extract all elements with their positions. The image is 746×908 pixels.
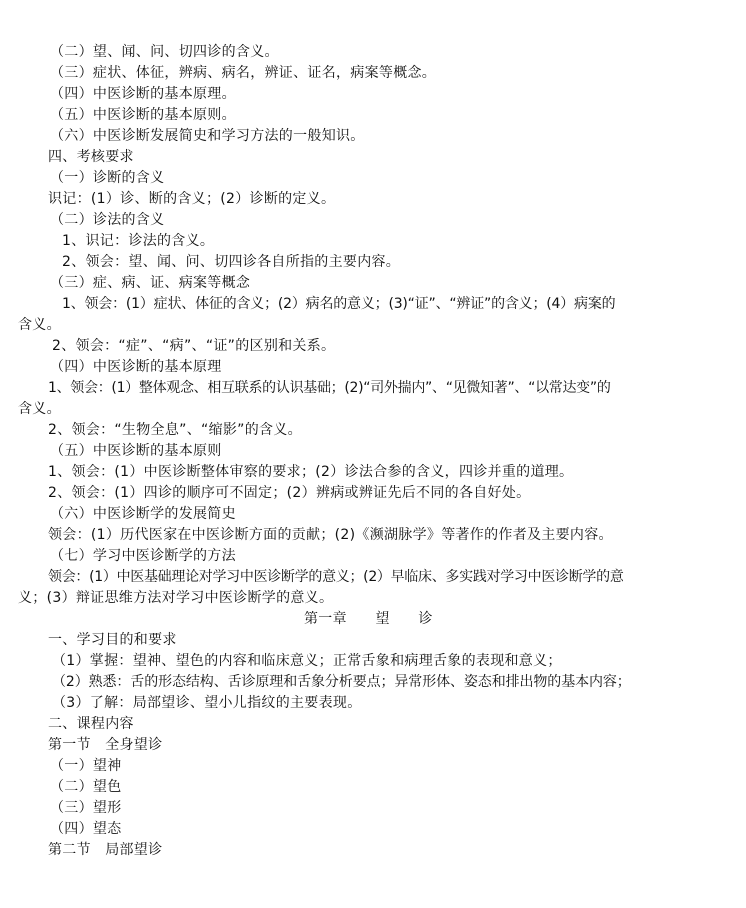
text-line: （一）诊断的含义 <box>50 170 165 186</box>
text-line: 领会：(1）中医基础理论对学习中医诊断学的意义；(2）早临床、多实践对学习中医诊断学的意 <box>48 569 624 585</box>
section-heading: 二、课程内容 <box>48 716 134 732</box>
text-line: 2、领会：望、闻、问、切四诊各自所指的主要内容。 <box>62 254 401 270</box>
text-line: 1、领会：(1）中医诊断整体审察的要求；(2）诊法合参的含义，四诊并重的道理。 <box>48 464 574 480</box>
text-line: 识记：(1）诊、断的含义；(2）诊断的定义。 <box>48 191 336 207</box>
text-line: 2、领会：“生物全息”、“缩影”的含义。 <box>48 422 302 438</box>
text-line: （六）中医诊断学的发展简史 <box>50 506 236 522</box>
text-line: （五）中医诊断的基本原则。 <box>50 107 236 123</box>
text-line: （三）症、病、证、病案等概念 <box>50 275 251 291</box>
text-line: （三）症状、体征，辨病、病名，辨证、证名，病案等概念。 <box>50 65 437 81</box>
text-line: （三）望形 <box>50 800 122 816</box>
section-heading: 四、考核要求 <box>48 149 134 165</box>
text-line: （一）望神 <box>50 758 122 774</box>
text-line: 1、识记：诊法的含义。 <box>62 233 215 249</box>
text-line: 1、领会：(1）症状、体征的含义；(2）病名的意义；(3)“证”、“辨证”的含义；(4）病案的 <box>62 296 616 312</box>
text-line: （1）掌握：望神、望色的内容和临床意义；正常舌象和病理舌象的表现和意义； <box>52 653 562 669</box>
text-line: 义；(3）辩证思维方法对学习中医诊断学的意义。 <box>18 590 334 606</box>
text-line: （二）望、闻、问、切四诊的含义。 <box>50 44 279 60</box>
text-line: （五）中医诊断的基本原则 <box>50 443 222 459</box>
text-line: 领会：(1）历代医家在中医诊断方面的贡献；(2)《濒湖脉学》等著作的作者及主要内容。 <box>48 527 613 543</box>
text-line: （2）熟悉：舌的形态结构、舌诊原理和舌象分析要点；异常形体、姿态和排出物的基本内容； <box>52 674 631 690</box>
subsection-heading: 第一节 全身望诊 <box>48 737 163 753</box>
text-line: （四）中医诊断的基本原理。 <box>50 86 236 102</box>
text-line: （四）望态 <box>50 821 122 837</box>
chapter-title: 第一章 望 诊 <box>304 611 433 627</box>
text-line: 2、领会：(1）四诊的顺序可不固定；(2）辨病或辨证先后不同的各自好处。 <box>48 485 531 501</box>
text-line: （3）了解：局部望诊、望小儿指纹的主要表现。 <box>52 695 362 711</box>
text-line: 含义。 <box>18 317 61 333</box>
section-heading: 一、学习目的和要求 <box>48 632 177 648</box>
subsection-heading: 第二节 局部望诊 <box>48 842 163 858</box>
text-line: 2、领会：“症”、“病”、“证”的区别和关系。 <box>52 338 336 354</box>
text-line: （二）望色 <box>50 779 122 795</box>
text-line: 含义。 <box>18 401 61 417</box>
text-line: （四）中医诊断的基本原理 <box>50 359 222 375</box>
text-line: （六）中医诊断发展简史和学习方法的一般知识。 <box>50 128 365 144</box>
text-line: （七）学习中医诊断学的方法 <box>50 548 236 564</box>
text-line: 1、领会：(1）整体观念、相互联系的认识基础；(2)“司外揣内”、“见微知著”、“以常达变”的 <box>48 380 611 396</box>
text-line: （二）诊法的含义 <box>50 212 165 228</box>
